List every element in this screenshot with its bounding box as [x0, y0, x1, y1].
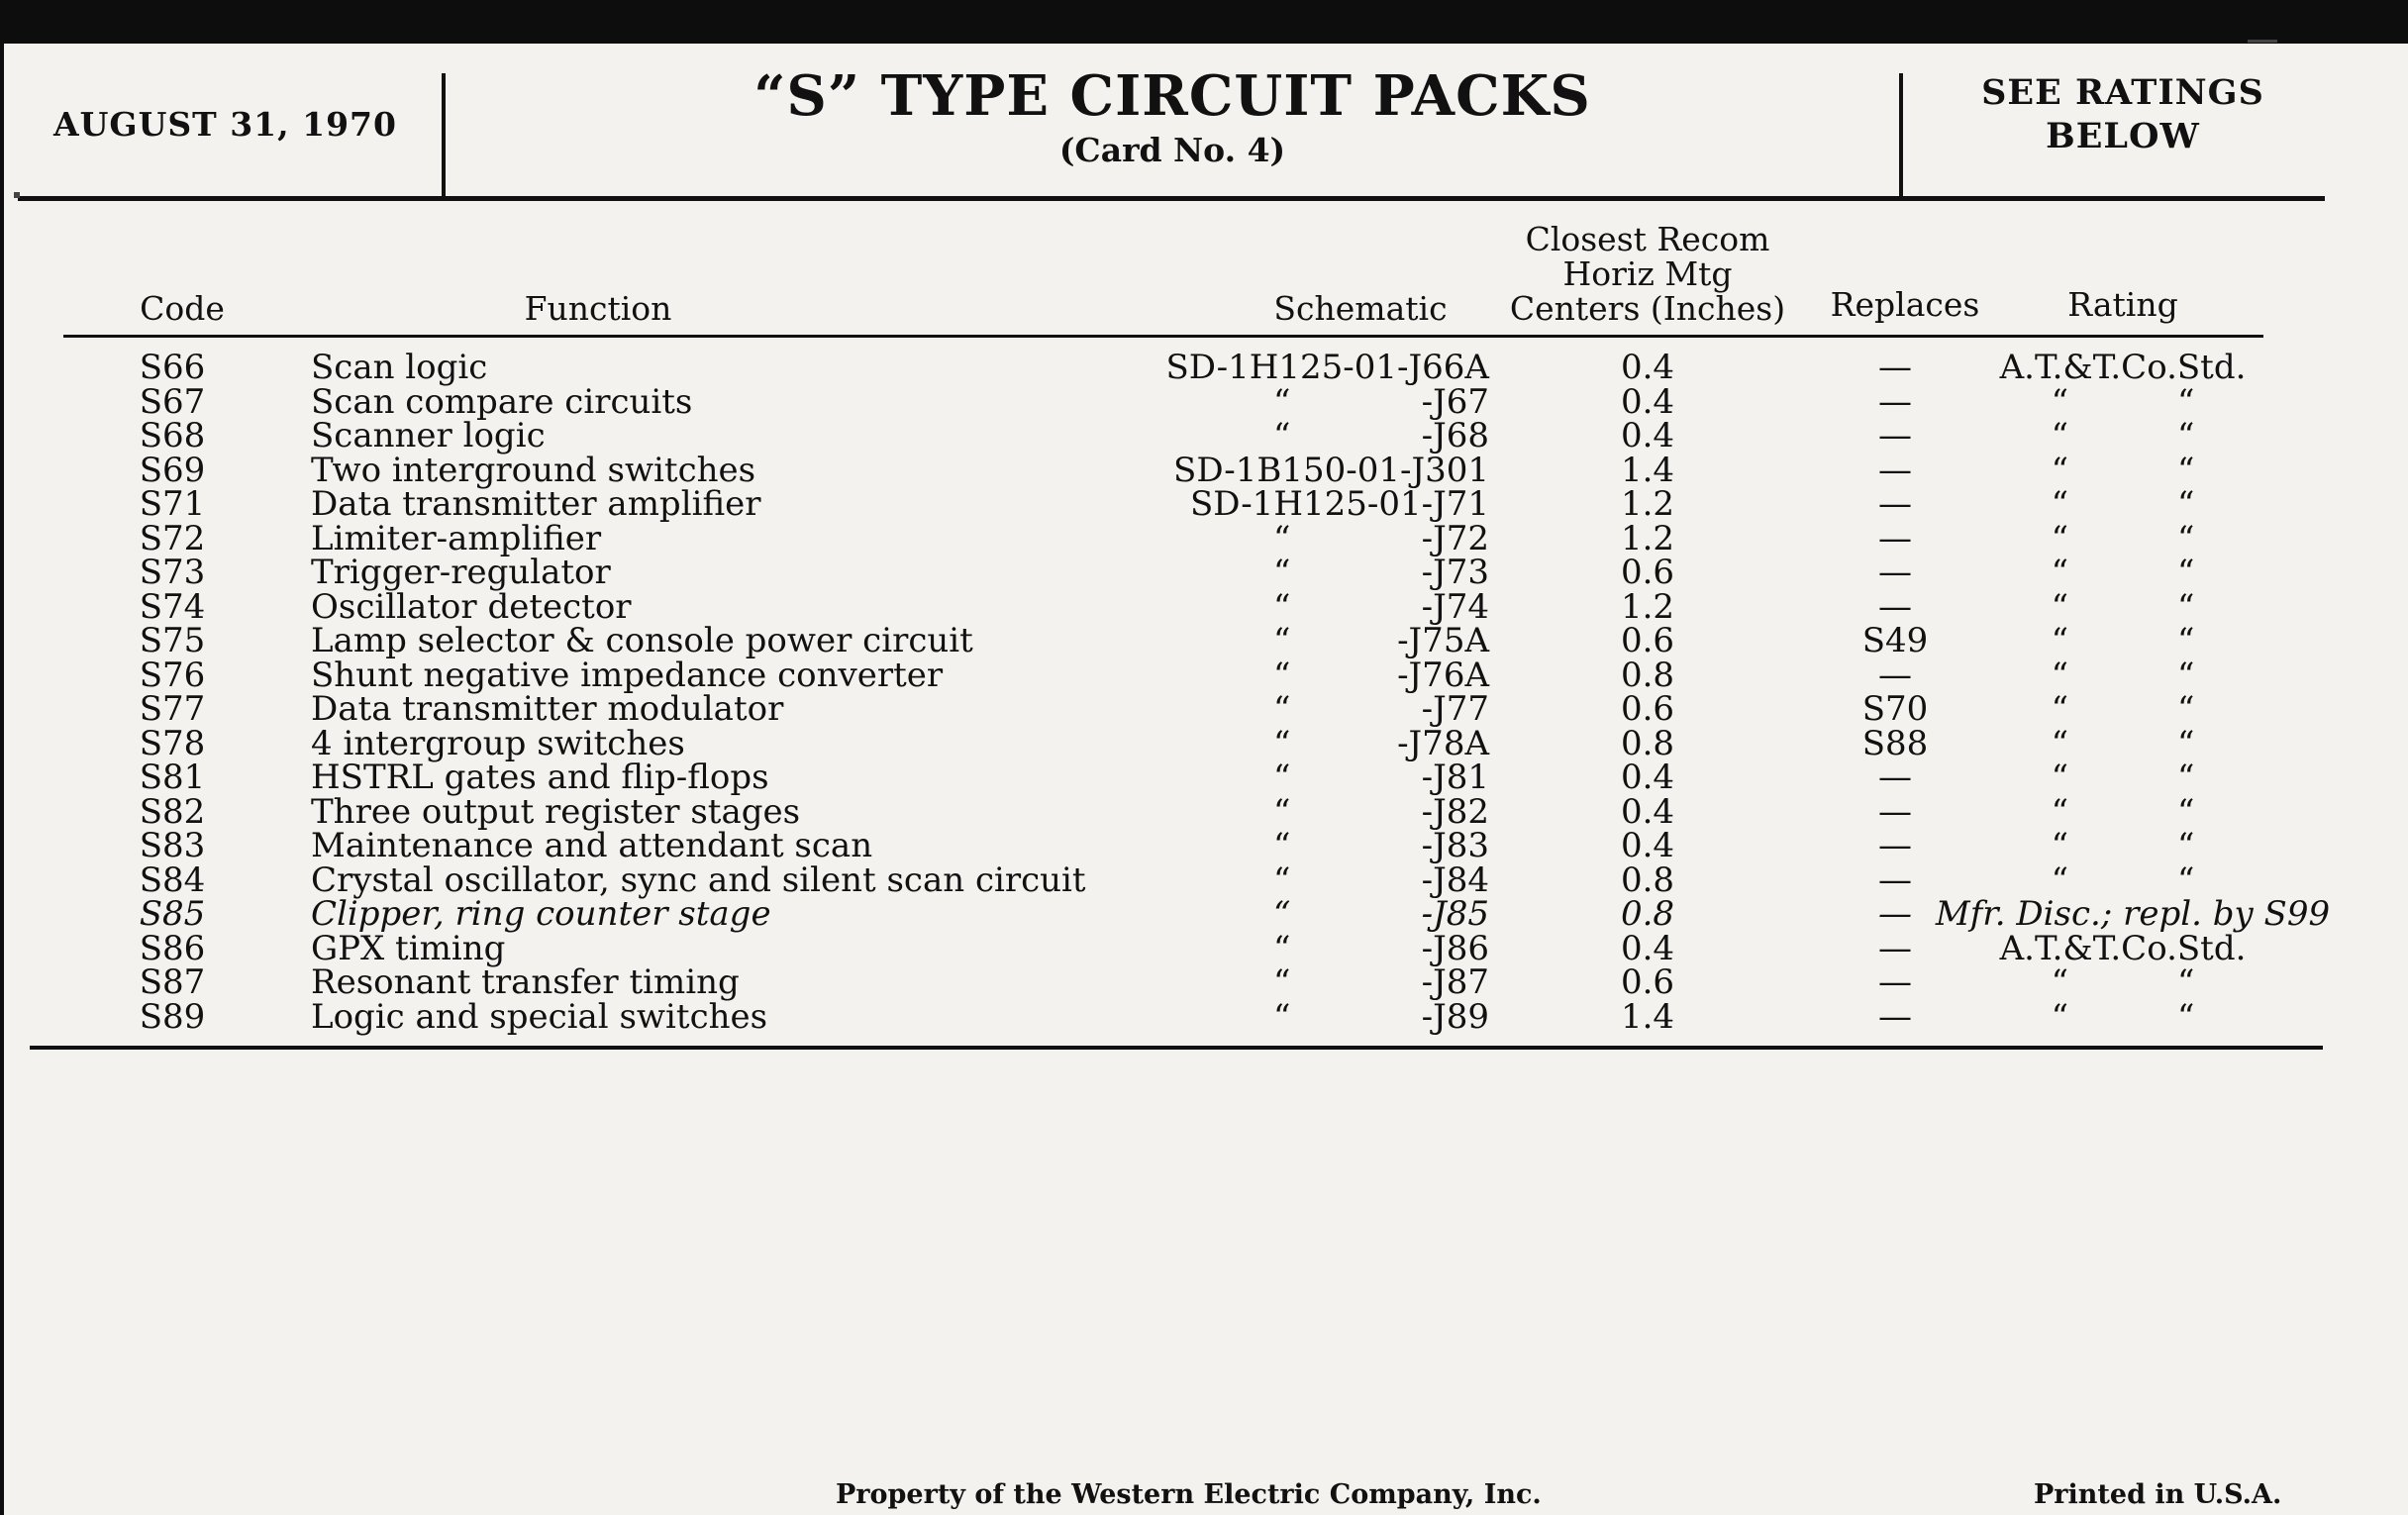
ditto-mark: “	[2051, 586, 2068, 627]
function-cell: HSTRL gates and flip-flops	[311, 758, 769, 797]
replaces-cell: —	[1878, 996, 1912, 1037]
table-row	[4, 760, 2408, 795]
function-cell: Scan logic	[311, 348, 488, 387]
schematic-suffix: -J89	[1421, 996, 1489, 1037]
table-row	[4, 586, 2408, 627]
col-header-centers-line1: Closest Recom	[1525, 220, 1770, 258]
replaces-cell: —	[1878, 655, 1912, 695]
centers-cell: 0.8	[1620, 723, 1675, 763]
function-cell: Limiter-amplifier	[311, 518, 602, 558]
function-cell: GPX timing	[311, 928, 506, 968]
header-divider-right	[1899, 73, 1903, 196]
function-cell: Scanner logic	[311, 416, 546, 455]
centers-cell: 0.8	[1620, 655, 1675, 695]
ditto-mark: “	[2051, 826, 2068, 865]
function-cell: Resonant transfer timing	[311, 962, 740, 1002]
column-header-rule	[63, 335, 2263, 338]
replaces-cell: —	[1878, 484, 1912, 524]
table-row	[4, 859, 2408, 900]
ditto-mark: “	[1273, 518, 1291, 558]
table-row	[4, 894, 2408, 934]
ditto-mark: “	[1273, 996, 1291, 1037]
schematic-suffix: -J82	[1421, 791, 1489, 832]
ditto-mark: “	[1273, 758, 1291, 797]
table-row	[4, 484, 2408, 524]
table-bottom-rule	[30, 1046, 2323, 1050]
function-cell: Logic and special switches	[311, 996, 768, 1037]
scan-dot	[14, 192, 20, 198]
code-cell: S85	[139, 894, 206, 934]
ditto-mark: “	[2177, 621, 2195, 660]
table-row	[4, 791, 2408, 832]
schematic-suffix: -J81	[1421, 758, 1489, 797]
function-cell: Trigger-regulator	[311, 553, 611, 592]
ditto-mark: “	[2177, 518, 2195, 558]
centers-cell: 0.4	[1620, 416, 1675, 455]
schematic-suffix: -J77	[1421, 689, 1489, 729]
ditto-mark: “	[1273, 962, 1291, 1002]
header-rule	[18, 196, 2325, 201]
ratings-note	[1905, 71, 2341, 158]
replaces-cell: —	[1878, 791, 1912, 832]
schematic-cell	[1273, 416, 1489, 455]
printed-notice: Printed in U.S.A.	[2034, 1479, 2282, 1510]
schematic-cell	[1273, 723, 1489, 763]
schematic-suffix: -J76A	[1397, 655, 1489, 695]
schematic-suffix: -J78A	[1397, 723, 1489, 763]
col-header-function: Function	[524, 289, 672, 328]
code-cell: S81	[139, 758, 206, 797]
ditto-mark: “	[1273, 859, 1291, 900]
replaces-cell: —	[1878, 859, 1912, 900]
ditto-mark: “	[1273, 621, 1291, 660]
col-header-centers-line3: Centers (Inches)	[1509, 289, 1786, 328]
code-cell: S87	[139, 962, 206, 1002]
function-cell: Clipper, ring counter stage	[311, 894, 771, 934]
table-row	[4, 416, 2408, 455]
table-row	[4, 689, 2408, 729]
function-cell: Shunt negative impedance converter	[311, 655, 944, 695]
rating-cell	[1964, 760, 2281, 795]
code-cell: S82	[139, 791, 206, 832]
centers-cell: 1.2	[1620, 586, 1675, 627]
table-row	[4, 450, 2408, 490]
ditto-mark: “	[1273, 655, 1291, 695]
replaces-cell: —	[1878, 826, 1912, 865]
function-cell: 4 intergroup switches	[311, 723, 685, 763]
schematic-cell: SD-1B150-01-J301	[1173, 450, 1489, 490]
ditto-mark: “	[2177, 758, 2195, 797]
function-cell: Maintenance and attendant scan	[311, 826, 873, 865]
ditto-mark: “	[2177, 484, 2195, 524]
schematic-suffix: -J83	[1421, 826, 1489, 865]
ditto-mark: “	[1273, 791, 1291, 832]
replaces-cell: —	[1878, 518, 1912, 558]
schematic-cell	[1273, 553, 1489, 592]
col-header-centers-line2: Horiz Mtg	[1562, 254, 1733, 293]
ditto-mark: “	[2177, 450, 2195, 490]
schematic-cell	[1273, 996, 1489, 1037]
schematic-cell	[1273, 655, 1489, 695]
table-row	[4, 826, 2408, 865]
schematic-suffix: -J68	[1421, 416, 1489, 455]
ditto-mark: “	[2051, 553, 2068, 592]
schematic-suffix: -J73	[1421, 553, 1489, 592]
col-header-schematic: Schematic	[1273, 289, 1448, 328]
code-cell: S83	[139, 826, 206, 865]
centers-cell: 0.6	[1620, 621, 1675, 660]
ditto-mark: “	[1273, 689, 1291, 729]
schematic-suffix: -J74	[1421, 586, 1489, 627]
schematic-cell	[1273, 381, 1489, 422]
rating-cell	[1964, 416, 2281, 455]
schematic-suffix: -J72	[1421, 518, 1489, 558]
ditto-mark: “	[1273, 553, 1291, 592]
code-cell: S75	[139, 621, 206, 660]
schematic-cell	[1273, 760, 1489, 795]
centers-cell: 0.4	[1620, 381, 1675, 422]
table-row	[4, 996, 2408, 1037]
centers-cell: 0.4	[1620, 826, 1675, 865]
rating-cell	[1964, 723, 2281, 763]
rating-cell	[1964, 586, 2281, 627]
ditto-mark: “	[2051, 655, 2068, 695]
rating-cell	[1964, 484, 2281, 524]
table-row	[4, 381, 2408, 422]
ditto-mark: “	[2177, 416, 2195, 455]
table-row	[4, 962, 2408, 1002]
schematic-cell	[1273, 621, 1489, 660]
rating-cell	[1964, 962, 2281, 1002]
col-header-rating: Rating	[2067, 285, 2178, 324]
rating-cell: A.T.&T.Co.Std.	[1999, 348, 2247, 387]
ditto-mark: “	[2051, 859, 2068, 900]
table-row	[4, 621, 2408, 660]
ditto-mark: “	[1273, 928, 1291, 968]
schematic-cell	[1273, 689, 1489, 729]
rating-cell: Mfr. Disc.; repl. by S99	[1935, 894, 2331, 934]
replaces-cell: —	[1878, 586, 1912, 627]
function-cell: Scan compare circuits	[311, 381, 693, 422]
table-row	[4, 928, 2408, 968]
ditto-mark: “	[2051, 962, 2068, 1002]
replaces-cell: S49	[1861, 621, 1929, 660]
schematic-suffix: -J84	[1421, 859, 1489, 900]
table-row	[4, 348, 2408, 387]
ditto-mark: “	[2177, 553, 2195, 592]
code-cell: S73	[139, 553, 206, 592]
replaces-cell: —	[1878, 962, 1912, 1002]
schematic-cell: SD-1H125-01-J71	[1190, 484, 1489, 524]
schematic-cell	[1273, 962, 1489, 1002]
ditto-mark: “	[2051, 518, 2068, 558]
centers-cell: 0.4	[1620, 928, 1675, 968]
function-cell: Three output register stages	[311, 791, 801, 832]
table-row	[4, 655, 2408, 695]
centers-cell: 0.6	[1620, 689, 1675, 729]
schematic-cell	[1273, 586, 1489, 627]
code-cell: S77	[139, 689, 206, 729]
replaces-cell: S88	[1861, 723, 1929, 763]
rating-cell: A.T.&T.Co.Std.	[1999, 928, 2247, 968]
ditto-mark: “	[1273, 826, 1291, 865]
ditto-mark: “	[2051, 791, 2068, 832]
rating-cell	[1964, 996, 2281, 1037]
code-cell: S69	[139, 450, 206, 490]
ditto-mark: “	[2177, 826, 2195, 865]
schematic-cell	[1273, 928, 1489, 968]
centers-cell: 1.2	[1620, 518, 1675, 558]
schematic-cell	[1273, 826, 1489, 865]
centers-cell: 0.4	[1620, 348, 1675, 387]
ditto-mark: “	[2051, 996, 2068, 1037]
ratings-note-line1: SEE RATINGS	[1981, 72, 2264, 113]
code-cell: S89	[139, 996, 206, 1037]
function-cell: Two interground switches	[311, 450, 756, 490]
function-cell: Lamp selector & console power circuit	[311, 621, 973, 660]
replaces-cell: —	[1878, 758, 1912, 797]
function-cell: Data transmitter modulator	[311, 689, 784, 729]
schematic-suffix: -J87	[1421, 962, 1489, 1002]
ditto-mark: “	[2177, 996, 2195, 1037]
code-cell: S78	[139, 723, 206, 763]
scan-mark	[2248, 40, 2277, 43]
centers-cell: 0.4	[1620, 791, 1675, 832]
rating-cell	[1964, 621, 2281, 660]
schematic-suffix: -J85	[1421, 894, 1489, 934]
rating-cell	[1964, 518, 2281, 558]
centers-cell: 0.8	[1620, 859, 1675, 900]
replaces-cell: —	[1878, 416, 1912, 455]
centers-cell: 0.6	[1620, 962, 1675, 1002]
centers-cell: 1.4	[1620, 996, 1675, 1037]
rating-cell	[1964, 381, 2281, 422]
ditto-mark: “	[2051, 381, 2068, 422]
code-cell: S67	[139, 381, 206, 422]
schematic-suffix: -J75A	[1397, 621, 1489, 660]
card-subtitle: (Card No. 4)	[1058, 131, 1286, 169]
schematic-cell	[1273, 894, 1489, 934]
centers-cell: 0.8	[1620, 894, 1675, 934]
replaces-cell: —	[1878, 348, 1912, 387]
replaces-cell: —	[1878, 450, 1912, 490]
table-row	[4, 553, 2408, 592]
ditto-mark: “	[2051, 723, 2068, 763]
replaces-cell: —	[1878, 381, 1912, 422]
ditto-mark: “	[2051, 758, 2068, 797]
code-cell: S71	[139, 484, 206, 524]
card-date: AUGUST 31, 1970	[53, 105, 397, 144]
table-row	[4, 518, 2408, 558]
col-header-centers	[1489, 222, 1806, 326]
code-cell: S74	[139, 586, 206, 627]
rating-cell	[1964, 553, 2281, 592]
code-cell: S68	[139, 416, 206, 455]
schematic-cell	[1273, 859, 1489, 900]
ditto-mark: “	[1273, 894, 1291, 934]
rating-cell	[1964, 450, 2281, 490]
ditto-mark: “	[2051, 689, 2068, 729]
ditto-mark: “	[2177, 859, 2195, 900]
ditto-mark: “	[2177, 791, 2195, 832]
ditto-mark: “	[2177, 723, 2195, 763]
rating-cell	[1964, 826, 2281, 865]
ditto-mark: “	[2177, 962, 2195, 1002]
function-cell: Oscillator detector	[311, 586, 632, 627]
function-cell: Data transmitter amplifier	[311, 484, 761, 524]
rating-cell	[1964, 689, 2281, 729]
centers-cell: 1.2	[1620, 484, 1675, 524]
ditto-mark: “	[1273, 416, 1291, 455]
ratings-note-line2: BELOW	[2046, 116, 2200, 156]
schematic-cell: SD-1H125-01-J66A	[1165, 348, 1489, 387]
ditto-mark: “	[1273, 723, 1291, 763]
replaces-cell: —	[1878, 928, 1912, 968]
card-title: “S” TYPE CIRCUIT PACKS	[753, 63, 1591, 129]
col-header-replaces: Replaces	[1830, 285, 1980, 324]
replaces-cell: S70	[1861, 689, 1929, 729]
table-row	[4, 723, 2408, 763]
code-cell: S84	[139, 859, 206, 900]
code-cell: S76	[139, 655, 206, 695]
rating-cell	[1964, 655, 2281, 695]
rating-cell	[1964, 859, 2281, 900]
ditto-mark: “	[1273, 586, 1291, 627]
ditto-mark: “	[2177, 381, 2195, 422]
ditto-mark: “	[1273, 381, 1291, 422]
ditto-mark: “	[2051, 416, 2068, 455]
code-cell: S86	[139, 928, 206, 968]
code-cell: S66	[139, 348, 206, 387]
ditto-mark: “	[2051, 484, 2068, 524]
catalog-card	[4, 44, 2408, 1515]
code-cell: S72	[139, 518, 206, 558]
function-cell: Crystal oscillator, sync and silent scan circuit	[311, 859, 1086, 900]
centers-cell: 0.4	[1620, 758, 1675, 797]
ditto-mark: “	[2051, 621, 2068, 660]
centers-cell: 0.6	[1620, 553, 1675, 592]
ditto-mark: “	[2177, 655, 2195, 695]
replaces-cell: —	[1878, 894, 1912, 934]
centers-cell: 1.4	[1620, 450, 1675, 490]
col-header-code: Code	[140, 289, 225, 328]
schematic-cell	[1273, 791, 1489, 832]
ditto-mark: “	[2177, 586, 2195, 627]
schematic-cell	[1273, 518, 1489, 558]
rating-cell	[1964, 791, 2281, 832]
circuit-pack-table	[4, 348, 2408, 1037]
schematic-suffix: -J86	[1421, 928, 1489, 968]
property-notice: Property of the Western Electric Company, Inc.	[836, 1479, 1542, 1510]
ditto-mark: “	[2177, 689, 2195, 729]
replaces-cell: —	[1878, 553, 1912, 592]
schematic-suffix: -J67	[1421, 381, 1489, 422]
ditto-mark: “	[2051, 450, 2068, 490]
